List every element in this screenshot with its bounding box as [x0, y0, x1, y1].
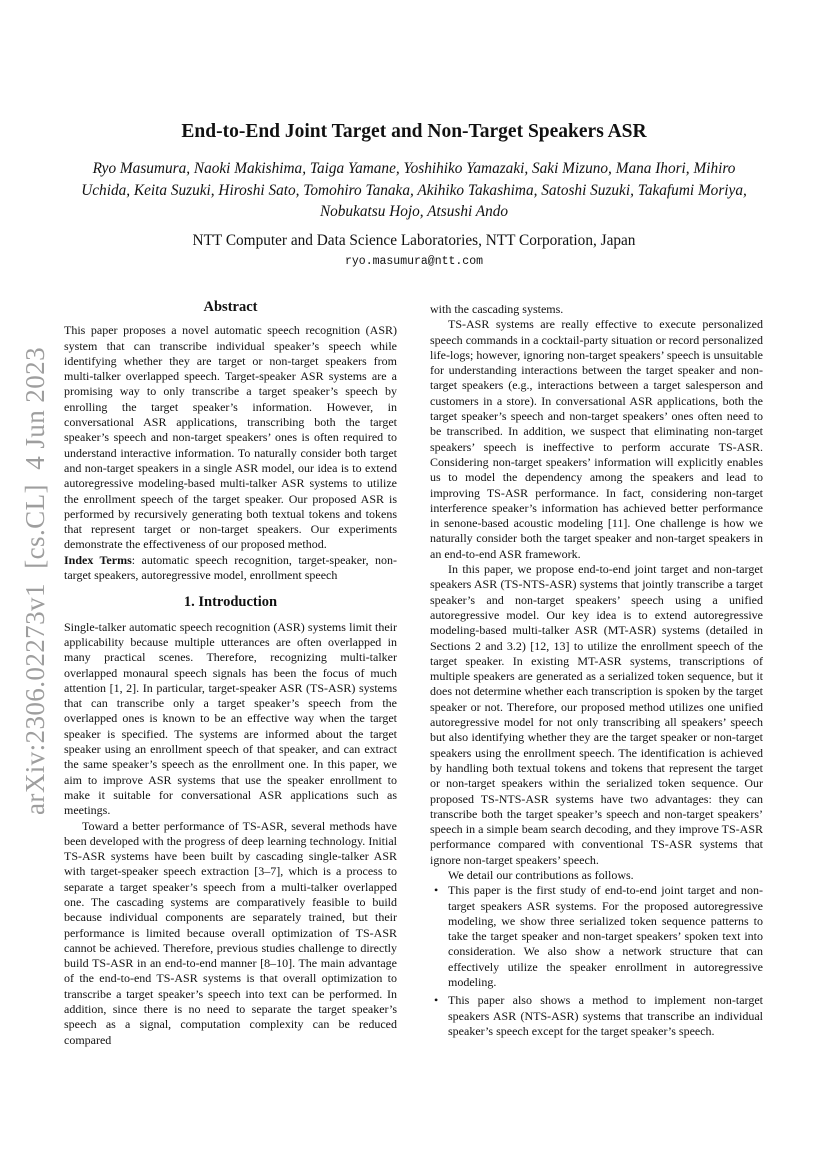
arxiv-identifier-svg: [18, 345, 52, 815]
intro-paragraph: Toward a better performance of TS-ASR, several methods have been developed with the progress of deep learning technology. Initial TS-ASR systems have been built by cascading single-talker ASR with target-speaker speech extraction [3–7], which is a process to separate a target speaker’s speech from a multi-talker overlapped one. The cascading systems are comparatively feasible to build because individual components are separately trained, but their performance is limited because overall optimization of TS-ASR cannot be achieved. Therefore, previous studies challenge to directly build TS-ASR in an end-to-end manner [8–10]. The main advantage of the end-to-end TS-ASR systems is that overall optimization to transcribe a target speaker’s speech into text can be performed. In addition, since there is no need to separate the target speaker’s speech as a signal, computation complexity can be reduced compared: [64, 818, 397, 1047]
abstract-text: This paper proposes a novel automatic speech recognition (ASR) system that can transcribe individual speaker’s speech while identifying whether they are target or non-target speakers from multi-talker overlapped speech. Target-speaker ASR systems are a promising way to only transcribe a target speaker’s speech by enrolling the target speaker’s information. However, in conversational ASR applications, transcribing both the target speaker’s speech and non-target speakers’ ones is often required to understand interactive information. To naturally consider both target and non-target speakers in a single ASR model, our idea is to extend autoregressive modeling-based multi-talker ASR systems to utilize the enrollment speech of the target speaker. Our proposed ASR is performed by recursively generating both textual tokens and tokens that represent target or non-target speakers. Our experiments demonstrate the effectiveness of our proposed method.: [64, 323, 397, 552]
arxiv-identifier-text: arXiv:2306.02273v1 [cs.CL] 4 Jun 2023: [20, 347, 50, 815]
bullet-icon: •: [434, 993, 439, 1008]
left-column: [64, 300, 397, 1048]
contribution-text: This paper is the first study of end-to-end joint target and non-target speakers ASR systems. For the proposed autoregressive modeling, we show three serialized token sequence patterns to take the target speaker and non-target speakers’ spoken text into consideration. We also show a network structure that can effectively utilize the speaker enrollment in autoregressive modeling.: [448, 883, 763, 990]
intro-paragraph-continued: with the cascading systems.: [430, 302, 564, 316]
intro-paragraph: Single-talker automatic speech recognition (ASR) systems limit their applicability because multiple utterances are often overlapped in many practical scenes. Therefore, recognizing multi-talker overlapped monaural speech signals has been the focus of much attention [1, 2]. In particular, target-speaker ASR (TS-ASR) systems that can transcribe only a target speaker’s speech from the overlapped ones is known to be an effective way when the target speaker is specified. The systems are informed about the target speaker using an enrollment speech of that speaker, and can extract the same speaker’s speech as the enrollment one. In this paper, we aim to improve ASR systems that use the speaker enrollment to make it suitable for conversational ASR applications such as meetings.: [64, 619, 397, 818]
contact-email: ryo.masumura@ntt.com: [344, 255, 484, 268]
list-item: [430, 883, 763, 990]
arxiv-identifier-stamp: [18, 345, 52, 815]
author-list: Ryo Masumura, Naoki Makishima, Taiga Yamane, Yoshihiko Yamazaki, Saki Mizuno, Mana Ihori, Mihiro Uchida, Keita Suzuki, Hiroshi Sato, Tomohiro Tanaka, Akihiko Takashima, Satoshi Suzuki, Takafumi Moriya, Nobukatsu Hojo, Atsushi Ando: [81, 160, 747, 220]
paper-title: End-to-End Joint Target and Non-Target Speakers ASR: [181, 121, 647, 142]
intro-paragraph: In this paper, we propose end-to-end joint target and non-target speakers ASR (TS-NTS-ASR) systems that jointly transcribe a target speaker’s and non-target speakers’ speech using a unified autoregressive model. Our key idea is to extend autoregressive modeling-based multi-talker ASR (MT-ASR) systems (detailed in Sections 2 and 3.2) [12, 13] to utilize the enrollment speech of the target speaker. In existing MT-ASR systems, transcriptions of multiple speakers are generated as a serialized token sequence, but it does not determine whether each transcription is spoken by the target speaker or not. Therefore, our proposed method utilizes one unified autoregressive model for not only transcribing all speakers’ speech but also identifying whether they are the target speaker or non-target speakers using the enrollment speech. The identification is achieved by handling both textual tokens and tokens that represent the target or non-target speakers within the serialized token sequence. Our proposed TS-NTS-ASR systems have two advantages: they can transcribe both the target speaker’s speech and non-target speakers’ speech in a simple beam search decoding, and they improve TS-ASR performance compared with conventional TS-ASR systems that ignore non-target speakers’ speech.: [430, 562, 763, 867]
intro-paragraph: TS-ASR systems are really effective to execute personalized speech commands in a cocktail-party situation or record personalized life-logs; however, ignoring non-target speakers’ speech is unsuitable for understanding interactions between the target speaker and non-target speakers (e.g., interactions between a target salesperson and customers in a store). In conversational ASR applications, both the target speaker’s speech and non-target speakers’ ones often need to be transcribed. In addition, we suspect that eliminating non-target speakers’ speech is ineffective to perform accurate TS-ASR. Considering non-target speakers’ information will explicitly enables us to model the dependency among the speakers and lead to improving TS-ASR performance. In fact, considering non-target interference speaker’s information has achieved better performance in senone-based acoustic modeling [11]. One challenge is how we naturally consider both the target speaker and non-target speakers in an end-to-end ASR framework.: [430, 317, 763, 561]
affiliation: NTT Computer and Data Science Laboratories, NTT Corporation, Japan: [192, 232, 636, 249]
intro-paragraph: We detail our contributions as follows.: [448, 867, 634, 882]
contribution-list: [430, 883, 763, 1039]
index-terms-label: Index Terms: [64, 552, 132, 567]
index-terms: [64, 553, 397, 584]
abstract-heading: Abstract: [203, 299, 258, 315]
introduction-heading: 1. Introduction: [183, 594, 278, 611]
right-column: [430, 302, 763, 1042]
contribution-text: This paper also shows a method to implement non-target speakers ASR (NTS-ASR) systems that transcribe an individual speaker’s speech except for the target speaker’s speech.: [448, 993, 763, 1038]
index-terms-text: : automatic speech recognition, target-speaker, non-target speakers, autoregressive model, enrollment speech: [64, 552, 397, 583]
list-item: [430, 993, 763, 1039]
bullet-icon: •: [434, 883, 439, 898]
